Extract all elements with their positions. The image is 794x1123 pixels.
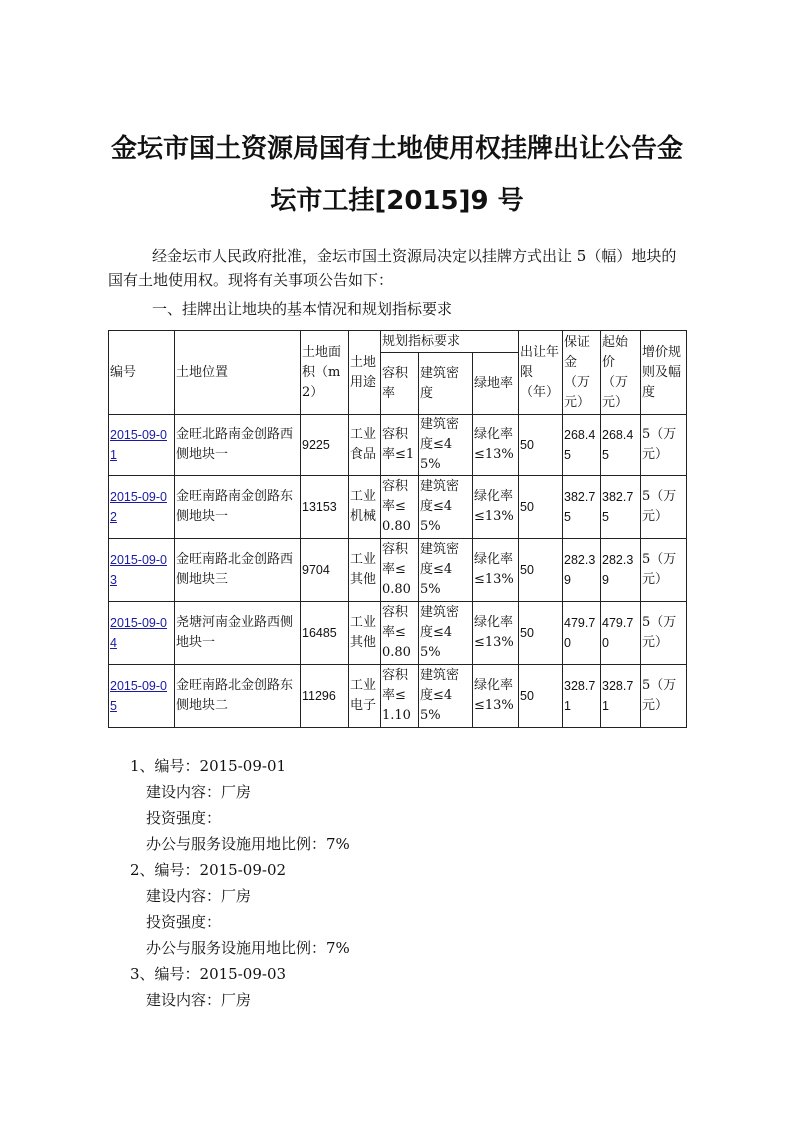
parcel-location: 金旺南路北金创路东侧地块二 <box>175 665 301 728</box>
parcel-deposit: 328.71 <box>563 665 601 728</box>
parcel-far: 容积率≤0.80 <box>381 602 419 665</box>
parcel-green: 绿化率≤13% <box>473 602 519 665</box>
parcel-use: 工业食品 <box>349 415 381 476</box>
parcel-location: 金旺南路北金创路西侧地块三 <box>175 539 301 602</box>
parcel-location: 金旺南路南金创路东侧地块一 <box>175 476 301 539</box>
header-location: 土地位置 <box>175 331 301 415</box>
parcel-increment: 5（万元） <box>641 539 687 602</box>
detail-heading: 3、编号：2015-09-03 <box>130 965 287 983</box>
header-code: 编号 <box>109 331 175 415</box>
parcel-area: 13153 <box>301 476 349 539</box>
detail-heading: 2、编号：2015-09-02 <box>130 861 287 879</box>
parcel-far: 容积率≤1 <box>381 415 419 476</box>
header-green: 绿地率 <box>473 353 519 415</box>
section-heading: 一、挂牌出让地块的基本情况和规划指标要求 <box>152 300 453 318</box>
parcel-density: 建筑密度≤45% <box>419 415 473 476</box>
table-row <box>109 539 687 602</box>
parcel-code-link[interactable]: 2015-09-03 <box>109 539 175 602</box>
parcel-table <box>108 330 687 728</box>
parcel-density: 建筑密度≤45% <box>419 665 473 728</box>
header-term: 出让年限（年） <box>519 331 563 415</box>
parcel-far: 容积率≤0.80 <box>381 539 419 602</box>
header-use: 土地用途 <box>349 331 381 415</box>
parcel-far: 容积率≤0.80 <box>381 476 419 539</box>
parcel-deposit: 479.70 <box>563 602 601 665</box>
parcel-code-link[interactable]: 2015-09-04 <box>109 602 175 665</box>
parcel-area: 11296 <box>301 665 349 728</box>
parcel-use: 工业其他 <box>349 602 381 665</box>
parcel-start-price: 479.70 <box>601 602 641 665</box>
parcel-density: 建筑密度≤45% <box>419 539 473 602</box>
detail-line: 建设内容：厂房 <box>146 783 252 801</box>
table-row <box>109 665 687 728</box>
parcel-term: 50 <box>519 665 563 728</box>
parcel-density: 建筑密度≤45% <box>419 476 473 539</box>
header-increment: 增价规则及幅度 <box>641 331 687 415</box>
header-deposit: 保证金（万元） <box>563 331 601 415</box>
document-title-line1: 金坛市国土资源局国有土地使用权挂牌出让公告金 <box>110 134 683 164</box>
parcel-green: 绿化率≤13% <box>473 476 519 539</box>
parcel-increment: 5（万元） <box>641 415 687 476</box>
document-title-line2: 坛市工挂[2015]9 号 <box>270 186 524 216</box>
parcel-details <box>130 753 350 1013</box>
parcel-code-link[interactable]: 2015-09-02 <box>109 476 175 539</box>
parcel-use: 工业其他 <box>349 539 381 602</box>
parcel-deposit: 268.45 <box>563 415 601 476</box>
parcel-green: 绿化率≤13% <box>473 665 519 728</box>
detail-line: 建设内容：厂房 <box>146 887 252 905</box>
parcel-use: 工业机械 <box>349 476 381 539</box>
parcel-far: 容积率≤1.10 <box>381 665 419 728</box>
parcel-term: 50 <box>519 602 563 665</box>
parcel-start-price: 382.75 <box>601 476 641 539</box>
parcel-start-price: 328.71 <box>601 665 641 728</box>
parcel-green: 绿化率≤13% <box>473 539 519 602</box>
parcel-density: 建筑密度≤45% <box>419 602 473 665</box>
detail-line: 投资强度： <box>146 809 222 827</box>
parcel-term: 50 <box>519 476 563 539</box>
table-row <box>109 415 687 476</box>
table-row <box>109 476 687 539</box>
parcel-area: 9225 <box>301 415 349 476</box>
detail-heading: 1、编号：2015-09-01 <box>130 757 287 775</box>
detail-line: 投资强度： <box>146 913 222 931</box>
intro-paragraph: 经金坛市人民政府批准，金坛市国土资源局决定以挂牌方式出让 5（幅）地块的国有土地使用权。现将有关事项公告如下： <box>108 247 677 289</box>
parcel-code-link[interactable]: 2015-09-05 <box>109 665 175 728</box>
detail-line: 办公与服务设施用地比例：7% <box>146 835 350 853</box>
table-row <box>109 602 687 665</box>
header-area: 土地面积（m2） <box>301 331 349 415</box>
parcel-green: 绿化率≤13% <box>473 415 519 476</box>
parcel-increment: 5（万元） <box>641 602 687 665</box>
parcel-term: 50 <box>519 539 563 602</box>
parcel-location: 尧塘河南金业路西侧地块一 <box>175 602 301 665</box>
detail-line: 办公与服务设施用地比例：7% <box>146 939 350 957</box>
parcel-increment: 5（万元） <box>641 665 687 728</box>
parcel-area: 9704 <box>301 539 349 602</box>
detail-line: 建设内容：厂房 <box>146 991 252 1009</box>
parcel-deposit: 282.39 <box>563 539 601 602</box>
parcel-use: 工业电子 <box>349 665 381 728</box>
header-start-price: 起始价（万元） <box>601 331 641 415</box>
header-density: 建筑密度 <box>419 353 473 415</box>
parcel-deposit: 382.75 <box>563 476 601 539</box>
parcel-increment: 5（万元） <box>641 476 687 539</box>
parcel-start-price: 282.39 <box>601 539 641 602</box>
header-far: 容积率 <box>381 353 419 415</box>
parcel-term: 50 <box>519 415 563 476</box>
parcel-code-link[interactable]: 2015-09-01 <box>109 415 175 476</box>
parcel-start-price: 268.45 <box>601 415 641 476</box>
header-plan-group: 规划指标要求 <box>381 331 519 353</box>
parcel-location: 金旺北路南金创路西侧地块一 <box>175 415 301 476</box>
parcel-area: 16485 <box>301 602 349 665</box>
